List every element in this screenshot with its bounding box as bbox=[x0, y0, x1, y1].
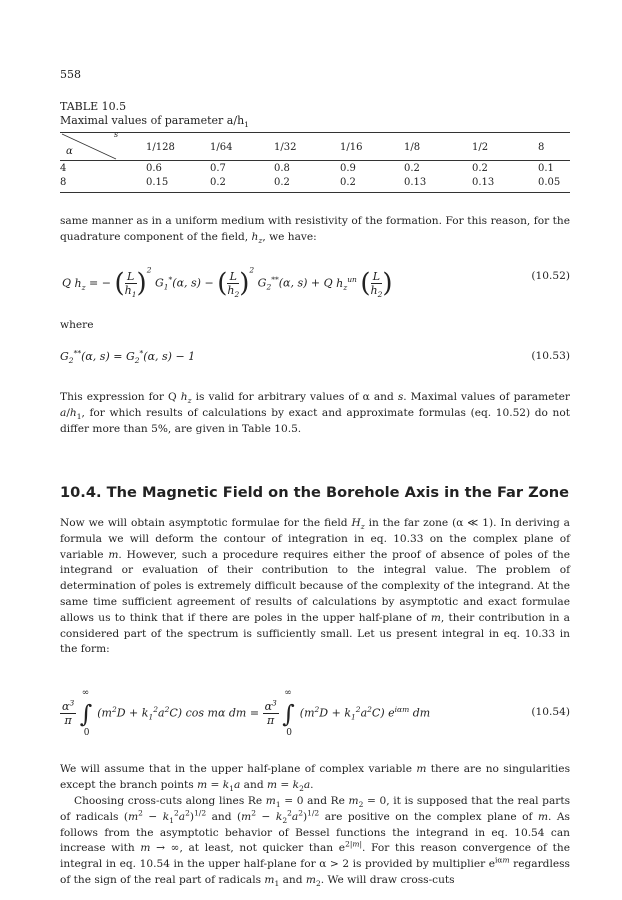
table-header-cell: 1/128 bbox=[146, 142, 175, 153]
paragraph-1: same manner as in a uniform medium with resistivity of the formation. For this reason, for the quadrature component of the field, $h_z$, we have: bbox=[60, 215, 570, 245]
table-description: Maximal values of parameter $a/h_1$ bbox=[60, 114, 249, 130]
equation-10-54: $\frac{\alpha^3}{\pi}$ ∞ ∫ 0 $(m^2D + k_1^2a^2C)$ cos mα dm = $\frac{\alpha^3}{\pi}$ ∞ ∫ 0 $(m^2D + k_1^2a^2C)$ $e^{i\alpha m}$ dm (10.54) bbox=[62, 687, 570, 738]
table-cell: 0.13 bbox=[472, 177, 495, 188]
equation-number: (10.52) bbox=[531, 270, 570, 282]
table-cell: 0.13 bbox=[404, 177, 427, 188]
table-header-cell: 1/16 bbox=[340, 142, 363, 153]
corner-alpha: α bbox=[66, 146, 73, 157]
table-cell: 0.1 bbox=[538, 163, 554, 174]
table-title: TABLE 10.5 bbox=[60, 100, 127, 113]
table-cell: 0.15 bbox=[146, 177, 169, 188]
paragraph-2: This expression for Q $h_z$ is valid for arbitrary values of α and s. Maximal values of parameter $a/h_1$, for which results of calculations by exact and approximate formulas (eq. 10.52) do not differ more than 5%, are given in Table 10.5. bbox=[60, 391, 570, 435]
table-cell: 0.2 bbox=[274, 177, 290, 188]
equation-10-52: Q $h_z$ = − ( $\frac{L}{h_1}$ )$^2$ $G_1^*(\alpha$, s) − ( $\frac{L}{h_2}$ )$^2$ $G_2^{**}(\alpha$, s) + Q $h_z^{un}$ ( $\frac{L}{h_2}$ ) (10.52) bbox=[62, 265, 570, 300]
table-caption bbox=[60, 100, 249, 128]
table-cell: 0.2 bbox=[404, 163, 420, 174]
paragraph-5: Choosing cross-cuts along lines Re $m_1 = 0$ and Re $m_2 = 0$, it is supposed that the real parts of radicals $(m^2 - k_1^2a^2)^{1/2}$ and $(m^2 - k_2^2a^2)^{1/2}$ are positive on the complex plane of m. As follows from the asymptotic behavior of Bessel functions the integrand in eq. 10.54 can increase with m → ∞, at least, not quicker than $e^{2|m|}$. For this reason convergence of the integral in eq. 10.54 in the upper half-plane for α > 2 is provided by multiplier $e^{i\alpha m}$ regardless of the sign of the real part of radicals $m_1$ and $m_2$. We will draw cross-cuts bbox=[60, 795, 571, 889]
table-bottom-rule bbox=[60, 192, 570, 193]
paragraph-3: Now we will obtain asymptotic formulae for the field $H_z$ in the far zone (α ≪ 1). In deriving a formula we will deform the contour of integration in eq. 10.33 on the complex plane of variable m. However, such a procedure requires either the proof of absence of poles of the integrand or evaluation of their contribution to the integral value. The problem of determination of poles is extremely difficult because of the complexity of the integrand. At the same time sufficient agreement of results of calculations by asymptotic and exact formulae allows us to think that if there are poles in the upper half-plane of m, their contribution in a considered part of the spectrum is sufficiently small. Let us present integral in eq. 10.33 in the form: bbox=[60, 517, 570, 656]
table-cell: 0.2 bbox=[210, 177, 226, 188]
equation-number: (10.54) bbox=[531, 706, 570, 718]
table-header-cell: 1/8 bbox=[404, 142, 421, 153]
table-cell: 0.6 bbox=[146, 163, 162, 174]
table-header-cell: 1/32 bbox=[274, 142, 297, 153]
table-header-cell: 8 bbox=[538, 142, 545, 153]
table-row-alpha: 8 bbox=[60, 177, 67, 188]
table-cell: 0.2 bbox=[340, 177, 356, 188]
table-header-cell: 1/2 bbox=[472, 142, 489, 153]
table-cell: 0.9 bbox=[340, 163, 356, 174]
where-label: where bbox=[60, 319, 94, 331]
table-header-rule bbox=[60, 160, 570, 161]
table-cell: 0.05 bbox=[538, 177, 561, 188]
equation-10-53: $G_2^{**}(\alpha$, $s) = G_2^*(\alpha$, s) − 1 (10.53) bbox=[60, 348, 570, 366]
table-cell: 0.8 bbox=[274, 163, 290, 174]
table-cell: 0.2 bbox=[472, 163, 488, 174]
paragraph-4: We will assume that in the upper half-plane of complex variable m there are no singularities except the branch points $m = k_1a$ and $m = k_2a$. bbox=[60, 763, 571, 793]
parameter-table bbox=[60, 132, 570, 194]
section-heading: 10.4. The Magnetic Field on the Borehole Axis in the Far Zone bbox=[60, 484, 570, 501]
corner-s: s bbox=[114, 130, 119, 139]
page-number: 558 bbox=[60, 68, 81, 81]
equation-number: (10.53) bbox=[531, 350, 570, 362]
table-header-cell: 1/64 bbox=[210, 142, 233, 153]
table-cell: 0.7 bbox=[210, 163, 226, 174]
table-row-alpha: 4 bbox=[60, 163, 67, 174]
